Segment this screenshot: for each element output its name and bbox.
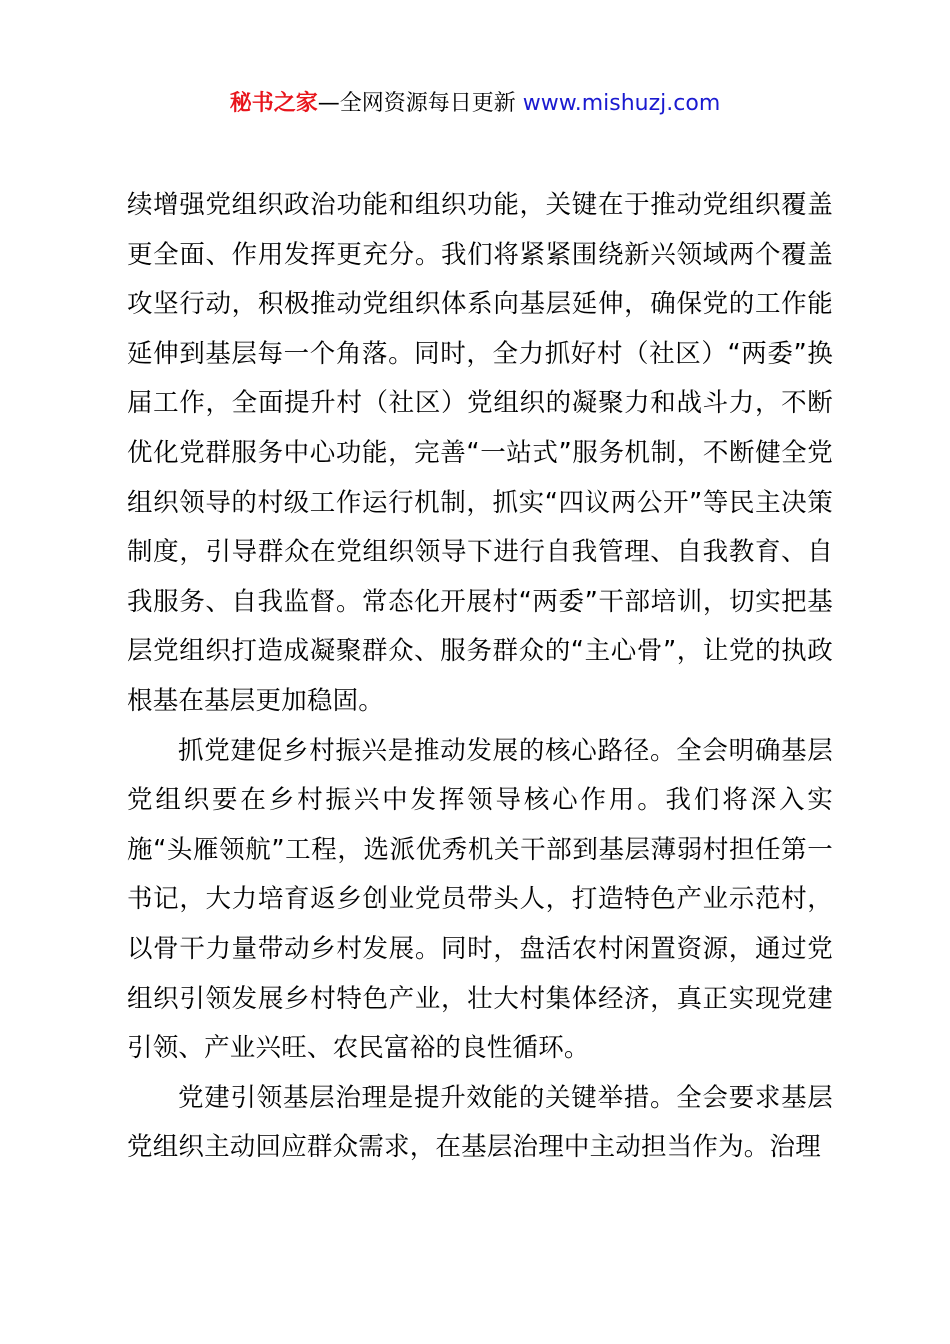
header-tagline: —全网资源每日更新 — [317, 91, 523, 116]
paragraph-3: 党建引领基层治理是提升效能的关键举措。全会要求基层党组织主动回应群众需求，在基层治理中主动担当作为。治理 — [127, 1082, 833, 1163]
brand-name: 秘书之家 — [229, 91, 318, 116]
header-url-link[interactable]: www.mishuzj.com — [522, 91, 721, 116]
paragraph-2: 抓党建促乡村振兴是推动发展的核心路径。全会明确基层党组织要在乡村振兴中发挥领导核心作用。我们将深入实施“头雁领航”工程，选派优秀机关干部到基层薄弱村担任第一书记，大力培育返乡创业党员带头人，打造特色产业示范村，以骨干力量带动乡村发展。同时，盘活农村闲置资源，通过党组织引领发展乡村特色产业，壮大村集体经济，真正实现党建引领、产业兴旺、农民富裕的良性循环。 — [127, 735, 833, 1064]
paragraph-1: 续增强党组织政治功能和组织功能，关键在于推动党组织覆盖更全面、作用发挥更充分。我们将紧紧围绕新兴领域两个覆盖攻坚行动，积极推动党组织体系向基层延伸，确保党的工作能延伸到基层每一个角落。同时，全力抓好村（社区）“两委”换届工作，全面提升村（社区）党组织的凝聚力和战斗力，不断优化党群服务中心功能，完善“一站式”服务机制，不断健全党组织领导的村级工作运行机制，抓实“四议两公开”等民主决策制度，引导群众在党组织领导下进行自我管理、自我教育、自我服务、自我监督。常态化开展村“两委”干部培训，切实把基层党组织打造成凝聚群众、服务群众的“主心骨”，让党的执政根基在基层更加稳固。 — [127, 190, 833, 716]
document-body — [127, 181, 833, 1173]
page-header — [0, 86, 950, 122]
